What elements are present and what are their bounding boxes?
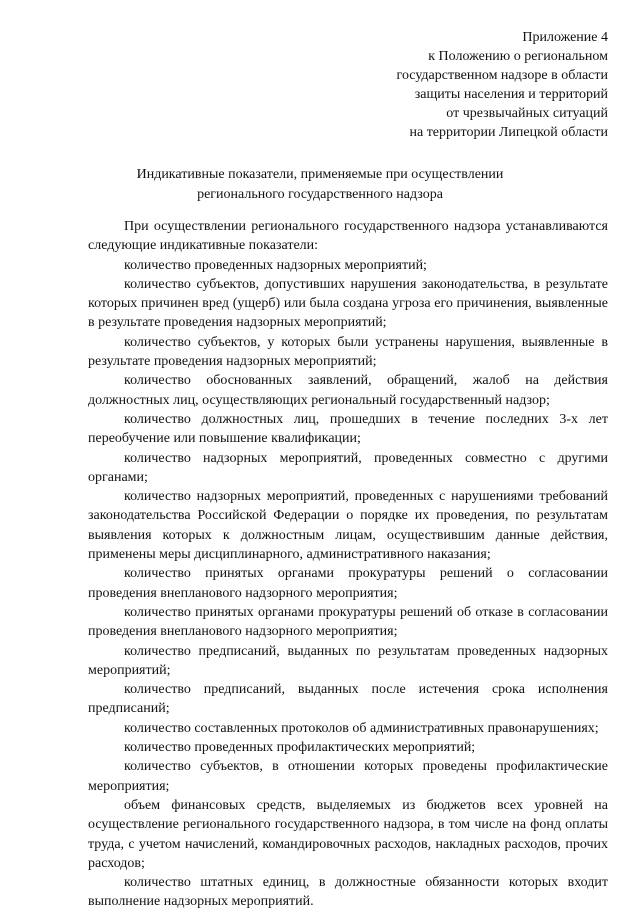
indicator-item: количество составленных протоколов об административных правонарушениях;	[124, 720, 599, 736]
indicator-item: количество предписаний, выданных после истечения срока исполнения предписаний;	[88, 682, 608, 717]
indicator-item: количество субъектов, у которых были устранены нарушения, выявленные в результате проведения надзорных мероприятий;	[88, 334, 608, 370]
indicator-item: количество надзорных мероприятий, проведенных совместно с другими органами;	[88, 450, 608, 485]
indicator-item: количество надзорных мероприятий, проведенных с нарушениями требований законодательства Российской Федерации о порядке их проведения, по результатам выявления которых к должностным лицам, осуществившим данные действия, применены меры дисциплинарного, административного наказания;	[88, 489, 608, 563]
appendix-line: Приложение 4	[522, 30, 608, 45]
appendix-header	[328, 28, 608, 142]
title-line-1: Индикативные показатели, применяемые при осуществлении	[136, 167, 504, 182]
intro-paragraph: При осуществлении регионального государственного надзора устанавливаются следующие индикативные показатели:	[88, 219, 608, 254]
indicator-item: количество принятых органами прокуратуры решений о согласовании проведения внепланового надзорного мероприятия;	[88, 566, 608, 601]
indicator-item: количество субъектов, допустивших нарушения законодательства, в результате которых причинен вред (ущерб) или была создана угроза его причинения, выявленные в результате проведения надзорных мероприятий;	[88, 276, 608, 331]
indicator-item: количество предписаний, выданных по результатам проведенных надзорных мероприятий;	[88, 643, 608, 678]
indicator-item: количество проведенных профилактических мероприятий;	[124, 740, 476, 756]
appendix-line: от чрезвычайных ситуаций	[446, 106, 608, 121]
indicator-item: объем финансовых средств, выделяемых из бюджетов всех уровней на осуществление регионального государственного надзора, в том числе на фонд оплаты труда, с учетом начислений, командировочных расходов, накладных расходов, прочих расходов;	[88, 797, 608, 871]
indicator-item: количество штатных единиц, в должностные обязанности которых входит выполнение надзорных мероприятий.	[88, 875, 608, 910]
document-title	[90, 165, 550, 205]
appendix-line: на территории Липецкой области	[409, 125, 608, 140]
document-body	[88, 217, 608, 912]
indicator-item: количество должностных лиц, прошедших в течение последних 3-х лет переобучение или повышение квалификации;	[88, 411, 608, 447]
indicator-item: количество проведенных надзорных мероприятий;	[124, 257, 427, 273]
indicator-item: количество принятых органами прокуратуры решений об отказе в согласовании проведения внепланового надзорного мероприятия;	[88, 604, 608, 640]
title-line-2: регионального государственного надзора	[197, 187, 443, 202]
indicator-item: количество субъектов, в отношении которых проведены профилактические мероприятия;	[88, 759, 608, 794]
appendix-line: государственном надзоре в области	[396, 68, 608, 83]
indicator-item: количество обоснованных заявлений, обращений, жалоб на действия должностных лиц, осуществляющих региональный государственный надзор;	[88, 373, 608, 408]
appendix-line: защиты населения и территорий	[414, 87, 608, 102]
appendix-line: к Положению о региональном	[428, 49, 608, 64]
